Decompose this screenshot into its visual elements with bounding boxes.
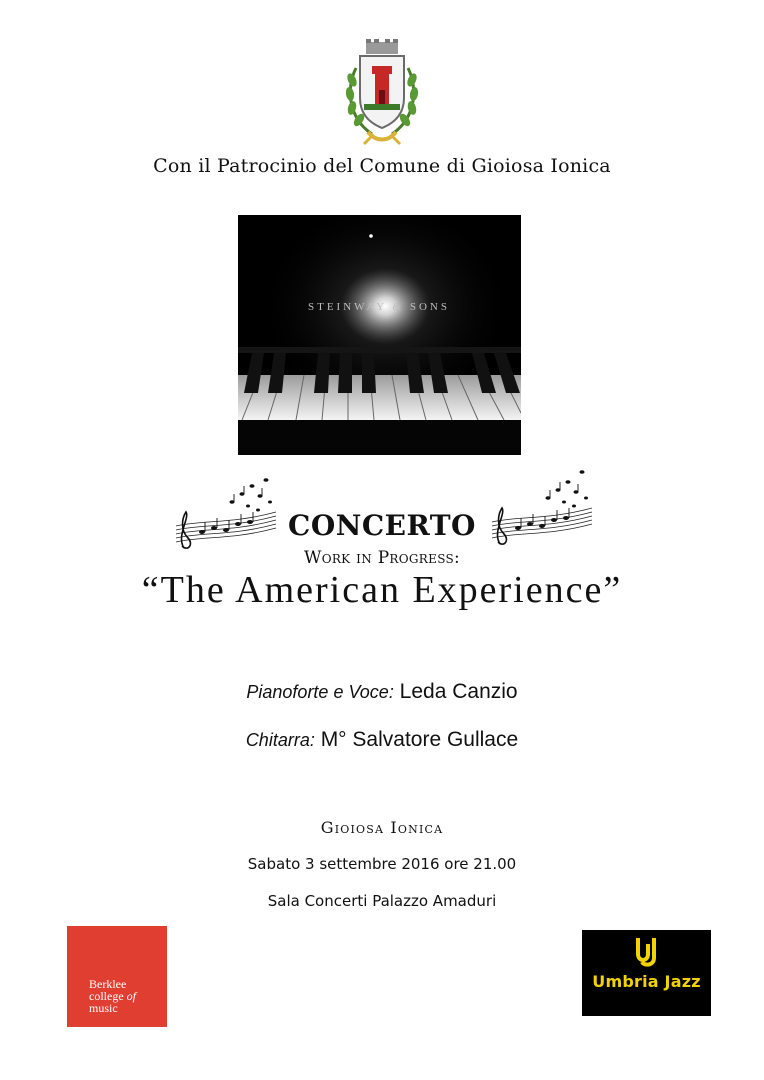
venue-city: Gioiosa Ionica: [320, 818, 444, 837]
piano-photo: [238, 215, 521, 455]
credit-name: M° Salvatore Gullace: [320, 728, 519, 751]
event-date: Sabato 3 settembre 2016 ore 21.00: [247, 855, 517, 873]
concert-name: “The American Experience”: [141, 569, 623, 611]
credit-role: Chitarra:: [245, 730, 315, 750]
patronage-line: Con il Patrocinio del Comune di Gioiosa Ionica: [153, 155, 611, 177]
umbria-jazz-text: Umbria Jazz: [592, 972, 701, 991]
credit-guitar: [0, 728, 764, 752]
concert-subtitle: Work in Progress:: [303, 548, 461, 568]
steinway-brand-text: STEINWAY & SONS: [308, 301, 450, 313]
venue-hall: Sala Concerti Palazzo Amaduri: [267, 892, 497, 910]
berklee-logo-text: Berklee college of music: [89, 977, 136, 1015]
umbria-jazz-emblem-icon: [634, 936, 660, 968]
concert-title: CONCERTO: [288, 509, 476, 542]
berklee-logo: [67, 926, 167, 1027]
coat-of-arms-icon: [342, 38, 422, 148]
credit-role: Pianoforte e Voce:: [246, 682, 394, 702]
umbria-jazz-logo: [582, 930, 711, 1016]
credit-piano-voice: [0, 680, 764, 704]
credit-name: Leda Canzio: [399, 680, 518, 703]
